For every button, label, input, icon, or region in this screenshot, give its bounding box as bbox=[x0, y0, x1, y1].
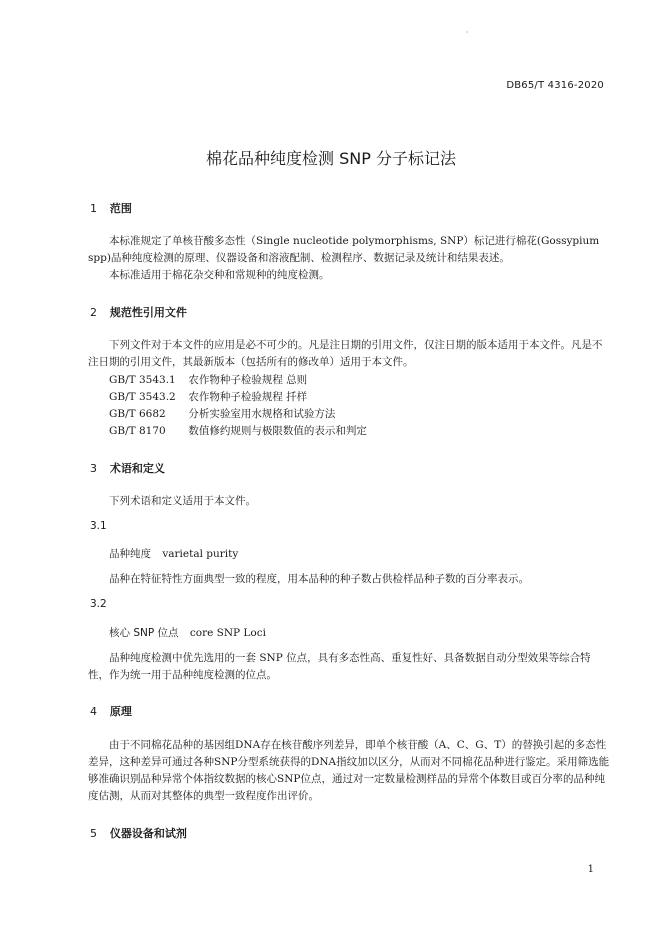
section-number: 4 bbox=[90, 705, 97, 718]
reference-code: GB/T 3543.2 bbox=[109, 391, 176, 403]
section-title: 术语和定义 bbox=[109, 462, 165, 475]
section-number: 5 bbox=[90, 827, 97, 840]
section-number: 2 bbox=[90, 306, 97, 319]
reference-title: 农作物种子检验规程 扦样 bbox=[188, 391, 308, 403]
reference-code: GB/T 8170 bbox=[109, 425, 166, 437]
term-definition bbox=[88, 650, 610, 684]
term-heading bbox=[109, 546, 238, 561]
section-title: 仪器设备和试剂 bbox=[109, 827, 187, 840]
section-heading-5 bbox=[90, 825, 187, 841]
paragraph: 品种纯度检测中优先选用的一套 SNP 位点，具有多态性高、重复性好、具备数据自动分型效果等综合特性，作为统一用于品种纯度检测的位点。 bbox=[88, 652, 591, 681]
reference-code: GB/T 6682 bbox=[109, 408, 166, 420]
section-title: 范围 bbox=[109, 202, 132, 215]
references-intro bbox=[88, 337, 610, 371]
terms-intro bbox=[88, 493, 610, 510]
paragraph: 下列文件对于本文件的应用是必不可少的。凡是注日期的引用文件，仅注日期的版本适用于本文件。凡是不注日期的引用文件，其最新版本（包括所有的修改单）适用于本文件。 bbox=[88, 339, 603, 368]
section-title: 规范性引用文件 bbox=[109, 306, 187, 319]
reference-item bbox=[109, 406, 367, 423]
reference-code: GB/T 3543.1 bbox=[109, 374, 176, 386]
section-heading-3 bbox=[90, 460, 165, 476]
term-number: 3.2 bbox=[90, 598, 107, 610]
section-heading-1 bbox=[90, 200, 132, 216]
term-definition bbox=[88, 571, 610, 588]
section-heading-4 bbox=[90, 703, 132, 719]
term-number: 3.1 bbox=[90, 520, 107, 532]
section-heading-2 bbox=[90, 304, 187, 320]
section-number: 1 bbox=[90, 202, 97, 215]
reference-title: 分析实验室用水规格和试验方法 bbox=[188, 408, 336, 420]
paragraph: 由于不同棉花品种的基因组DNA存在核苷酸序列差异，即单个核苷酸（A、C、G、T）的替换引起的多态性差异，这种差异可通过各种SNP分型系统获得的DNA指纹加以区分，从而对不同棉花品种进行鉴定。采用筛选能够准确识别品种异常个体指纹数据的核心SNP位点，通过对一定数量检测样品的异常个体数目或百分率的品种纯度估测，从而对其整体的典型一致程度作出评价。 bbox=[88, 739, 610, 802]
paragraph: 本标准规定了单核苷酸多态性（Single nucleotide polymorphisms, SNP）标记进行棉花(Gossypium spp)品种纯度检测的原理、仪器设备和溶液配制、检测程序、数据记录及统计和结果表述。 bbox=[88, 235, 600, 264]
paragraph: 本标准适用于棉花杂交种和常规种的纯度检测。 bbox=[109, 269, 330, 281]
reference-item bbox=[109, 423, 367, 440]
scan-mark: · bbox=[466, 28, 469, 37]
reference-item bbox=[109, 372, 367, 389]
paragraph: 下列术语和定义适用于本文件。 bbox=[109, 495, 256, 507]
scope-text bbox=[88, 233, 610, 284]
principle-text bbox=[88, 737, 610, 805]
term-en: core SNP Loci bbox=[189, 627, 266, 639]
standard-code: DB65/T 4316-2020 bbox=[506, 80, 604, 91]
reference-list bbox=[109, 372, 367, 440]
page-number: 1 bbox=[587, 864, 594, 875]
paragraph: 品种在特征特性方面典型一致的程度，用本品种的种子数占供检样品种子数的百分率表示。 bbox=[109, 573, 529, 585]
term-en: varietal purity bbox=[162, 548, 239, 560]
section-title: 原理 bbox=[109, 705, 132, 718]
term-zh: 品种纯度 bbox=[109, 548, 151, 560]
term-heading bbox=[109, 625, 266, 640]
document-title: 棉花品种纯度检测 SNP 分子标记法 bbox=[206, 149, 456, 168]
section-number: 3 bbox=[90, 462, 97, 475]
term-zh: 核心 SNP 位点 bbox=[109, 627, 179, 639]
reference-title: 农作物种子检验规程 总则 bbox=[188, 374, 308, 386]
reference-item bbox=[109, 389, 367, 406]
reference-title: 数值修约规则与极限数值的表示和判定 bbox=[188, 425, 367, 437]
